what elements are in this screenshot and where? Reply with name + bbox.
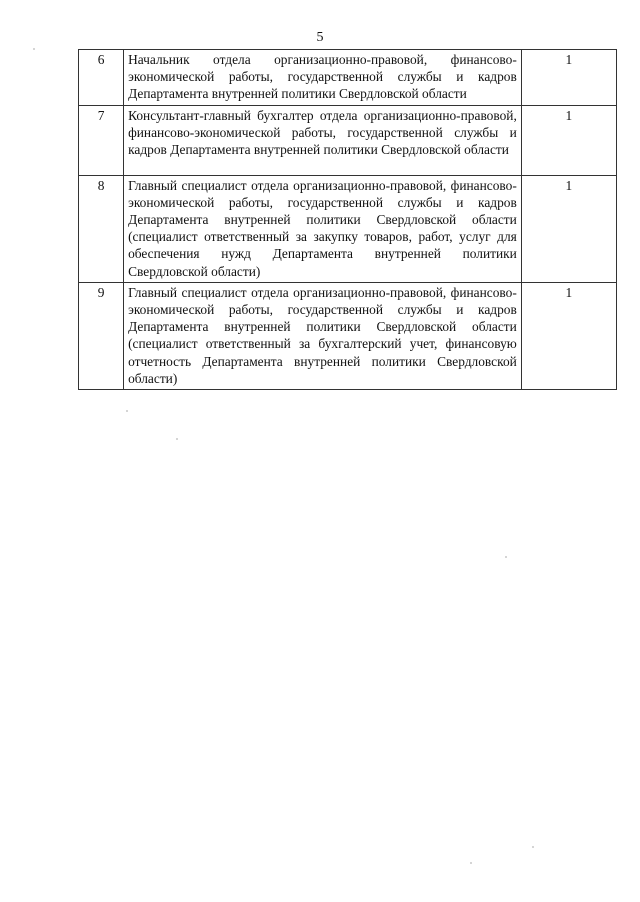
table-row [79,175,617,282]
table-row [79,50,617,106]
scan-speck [33,48,35,50]
position-title: Консультант-главный бухгалтер отдела организационно-правовой, финансово-экономической работы, государственной службы и кадров Департамента внутренней политики Свердловской области [124,105,522,175]
row-number: 8 [79,175,124,282]
row-number: 6 [79,50,124,106]
position-count: 1 [521,282,616,389]
position-title: Главный специалист отдела организационно-правовой, финансово-экономической работы, государственной службы и кадров Департамента внутренней политики Свердловской области (специалист ответственный за бухгалтерский учет, финансовую отчетность Департамента внутренней политики Свердловской области) [124,282,522,389]
table-row [79,105,617,175]
scan-speck [176,438,178,440]
position-count: 1 [521,50,616,106]
scan-speck [126,410,128,412]
row-number: 9 [79,282,124,389]
position-title: Главный специалист отдела организационно-правовой, финансово-экономической работы, государственной службы и кадров Департамента внутренней политики Свердловской области (специалист ответственный за закупку товаров, работ, услуг для обеспечения нужд Департамента внутренней политики Свердловской области) [124,175,522,282]
table-row [79,282,617,389]
position-title: Начальник отдела организационно-правовой, финансово-экономической работы, государственной службы и кадров Департамента внутренней политики Свердловской области [124,50,522,106]
page-number: 5 [316,30,324,45]
scan-speck [470,862,472,864]
position-count: 1 [521,105,616,175]
row-number: 7 [79,105,124,175]
scan-speck [505,556,507,558]
staff-positions-table [78,49,617,390]
position-count: 1 [521,175,616,282]
scan-speck [532,846,534,848]
